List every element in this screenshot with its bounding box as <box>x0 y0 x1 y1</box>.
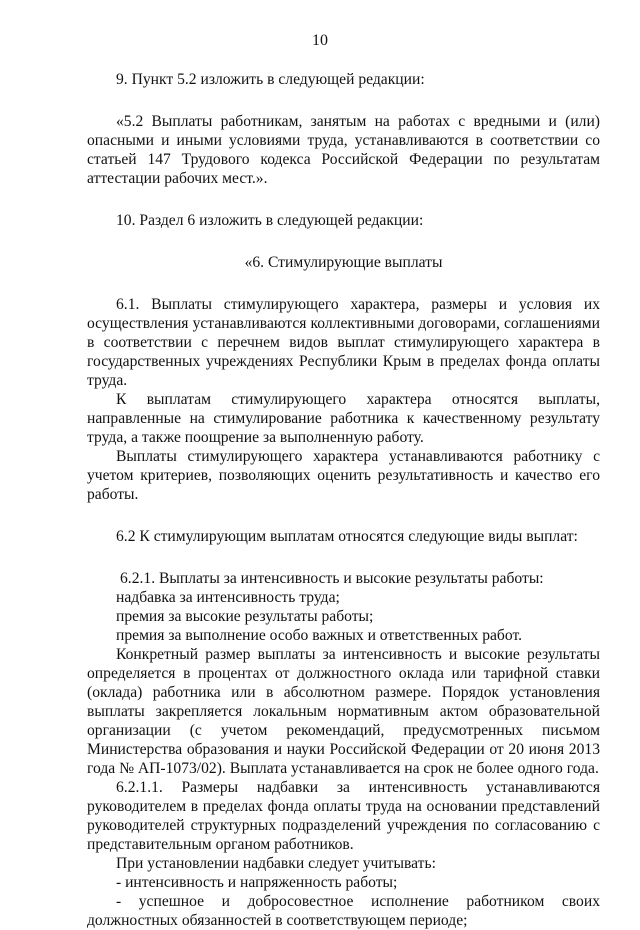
list-item: надбавка за интенсивность труда; <box>116 589 340 606</box>
document-body <box>87 70 600 930</box>
clause-6-2-1-1-paragraph: 6.2.1.1. Размеры надбавки за интенсивность устанавливаются руководителем в пределах фонда оплаты труда на основании представлений руководителей структурных подразделений учреждения по согласованию с представительным органом работников. <box>87 779 600 853</box>
clause-6-2-1-paragraph: 6.2.1. Выплаты за интенсивность и высокие результаты работы: <box>120 570 544 587</box>
page-number: 10 <box>312 32 328 49</box>
quoted-clause-5-2: «5.2 Выплаты работникам, занятым на работах с вредными и (или) опасными и иными условиями труда, устанавливаются в соответствии со статьей 147 Трудового кодекса Российской Федерации по результатам аттестации рабочих мест.». <box>87 113 600 187</box>
clause-6-1-second-paragraph: К выплатам стимулирующего характера относятся выплаты, направленные на стимулирование работника к качественному результату труда, а также поощрение за выполненную работу. <box>87 391 600 446</box>
dash-list-item: - успешное и добросовестное исполнение работником своих должностных обязанностей в соответствующем периоде; <box>87 893 600 929</box>
item-10-paragraph: 10. Раздел 6 изложить в следующей редакции: <box>116 212 424 229</box>
section-6-heading: «6. Стимулирующие выплаты <box>244 254 443 271</box>
consideration-intro: При установлении надбавки следует учитывать: <box>116 855 436 872</box>
clause-6-1-third-paragraph: Выплаты стимулирующего характера устанавливаются работнику с учетом критериев, позволяющих оценить результативность и качество его работы. <box>87 448 600 503</box>
payment-size-paragraph: Конкретный размер выплаты за интенсивность и высокие результаты определяется в процентах от должностного оклада или тарифной ставки (оклада) работника или в абсолютном размере. Порядок установления выплаты закрепляется локальным нормативным актом образовательной организации (с учетом рекомендаций, предусмотренных письмом Министерства образования и науки Российской Федерации от 20 июня 2013 года № АП-1073/02). Выплата устанавливается на срок не более одного года. <box>87 646 600 777</box>
clause-6-1-paragraph: 6.1. Выплаты стимулирующего характера, размеры и условия их осуществления устанавливаются коллективными договорами, соглашениями в соответствии с перечнем видов выплат стимулирующего характера в государственных учреждениях Республики Крым в пределах фонда оплаты труда. <box>87 296 600 389</box>
dash-list-item: - интенсивность и напряженность работы; <box>116 874 398 891</box>
list-item: премия за выполнение особо важных и ответственных работ. <box>116 627 522 644</box>
item-9-paragraph: 9. Пункт 5.2 изложить в следующей редакции: <box>116 71 425 88</box>
clause-6-2-paragraph: 6.2 К стимулирующим выплатам относятся следующие виды выплат: <box>116 528 578 545</box>
list-item: премия за высокие результаты работы; <box>116 608 374 625</box>
